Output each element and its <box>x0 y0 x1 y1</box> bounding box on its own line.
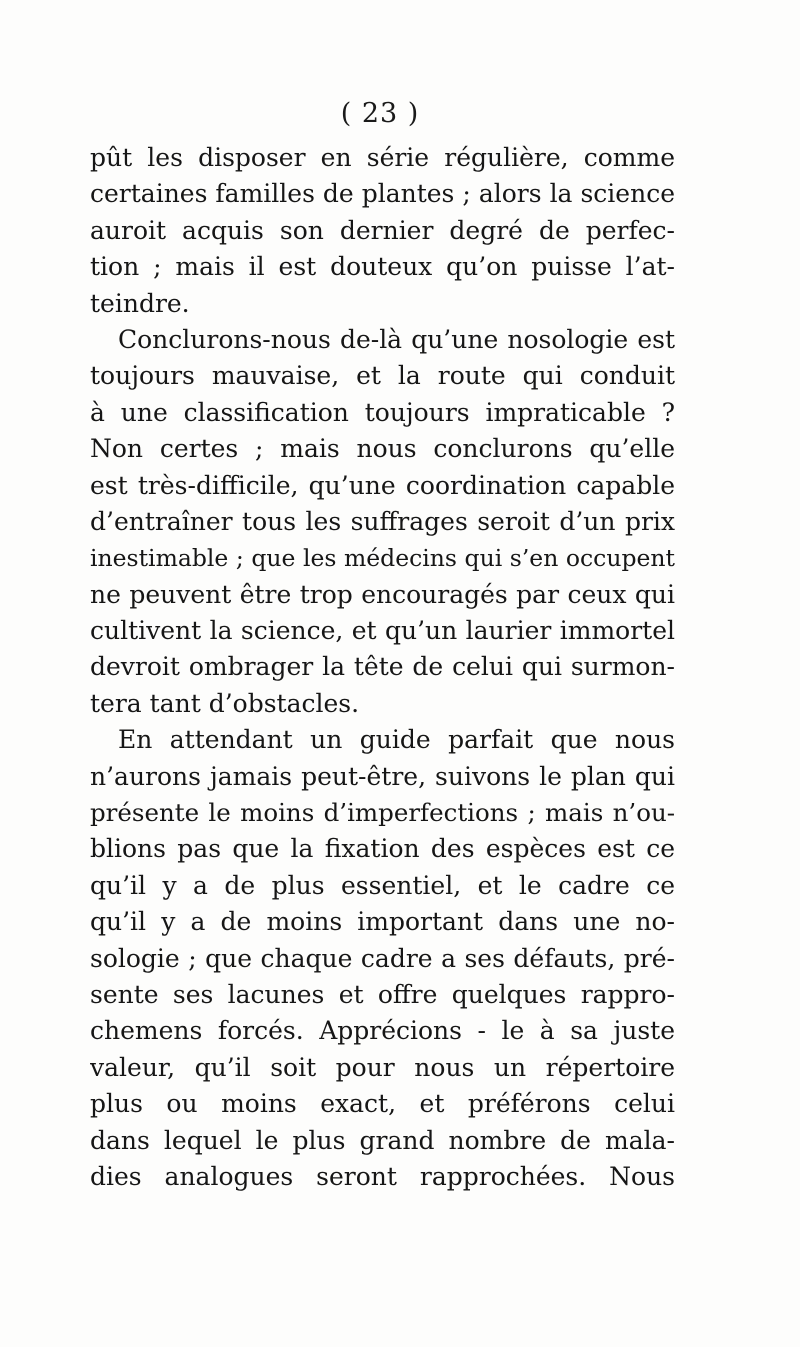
text-line: qu’il y a de plus essentiel, et le cadre ce <box>90 870 675 900</box>
text-line: sologie ; que chaque cadre a ses défauts, pré- <box>90 943 675 973</box>
page-number: ( 23 ) <box>340 98 420 129</box>
text-line: Conclurons-nous de-là qu’une nosologie est <box>118 324 675 354</box>
text-line: à une classification toujours impraticable ? <box>90 397 675 427</box>
text-line: teindre. <box>90 288 190 318</box>
text-line: dans lequel le plus grand nombre de mala- <box>90 1125 675 1155</box>
text-line: auroit acquis son dernier degré de perfec- <box>90 215 675 245</box>
text-line: inestimable ; que les médecins qui s’en occupent <box>90 544 675 573</box>
text-line: ne peuvent être trop encouragés par ceux qui <box>90 579 675 609</box>
text-line: sente ses lacunes et offre quelques rappro- <box>90 979 675 1009</box>
text-line: tera tant d’obstacles. <box>90 688 360 718</box>
text-line: blions pas que la fixation des espèces est ce <box>90 834 675 864</box>
text-line: est très-difficile, qu’une coordination capable <box>90 470 675 500</box>
text-line: certaines familles de plantes ; alors la science <box>90 179 675 209</box>
text-line: En attendant un guide parfait que nous <box>118 725 675 755</box>
text-line: chemens forcés. Apprécions - le à sa juste <box>90 1016 675 1046</box>
text-line: cultivent la science, et qu’un laurier immortel <box>90 616 675 646</box>
text-line: dies analogues seront rapprochées. Nous <box>90 1161 675 1191</box>
text-line: n’aurons jamais peut-être, suivons le plan qui <box>90 761 675 791</box>
text-line: Non certes ; mais nous conclurons qu’elle <box>90 434 675 464</box>
text-line: qu’il y a de moins important dans une no- <box>90 907 675 937</box>
text-line: plus ou moins exact, et préférons celui <box>90 1089 675 1119</box>
text-line: devroit ombrager la tête de celui qui surmon- <box>90 652 675 682</box>
text-line: pût les disposer en série régulière, comme <box>90 143 675 172</box>
body-text <box>90 140 675 1195</box>
text-line: présente le moins d’imperfections ; mais n’ou- <box>90 798 675 828</box>
text-line: d’entraîner tous les suffrages seroit d’un prix <box>90 506 675 536</box>
text-line: toujours mauvaise, et la route qui conduit <box>90 361 675 391</box>
text-line: valeur, qu’il soit pour nous un répertoire <box>90 1052 675 1082</box>
text-line: tion ; mais il est douteux qu’on puisse l’at- <box>90 252 675 282</box>
